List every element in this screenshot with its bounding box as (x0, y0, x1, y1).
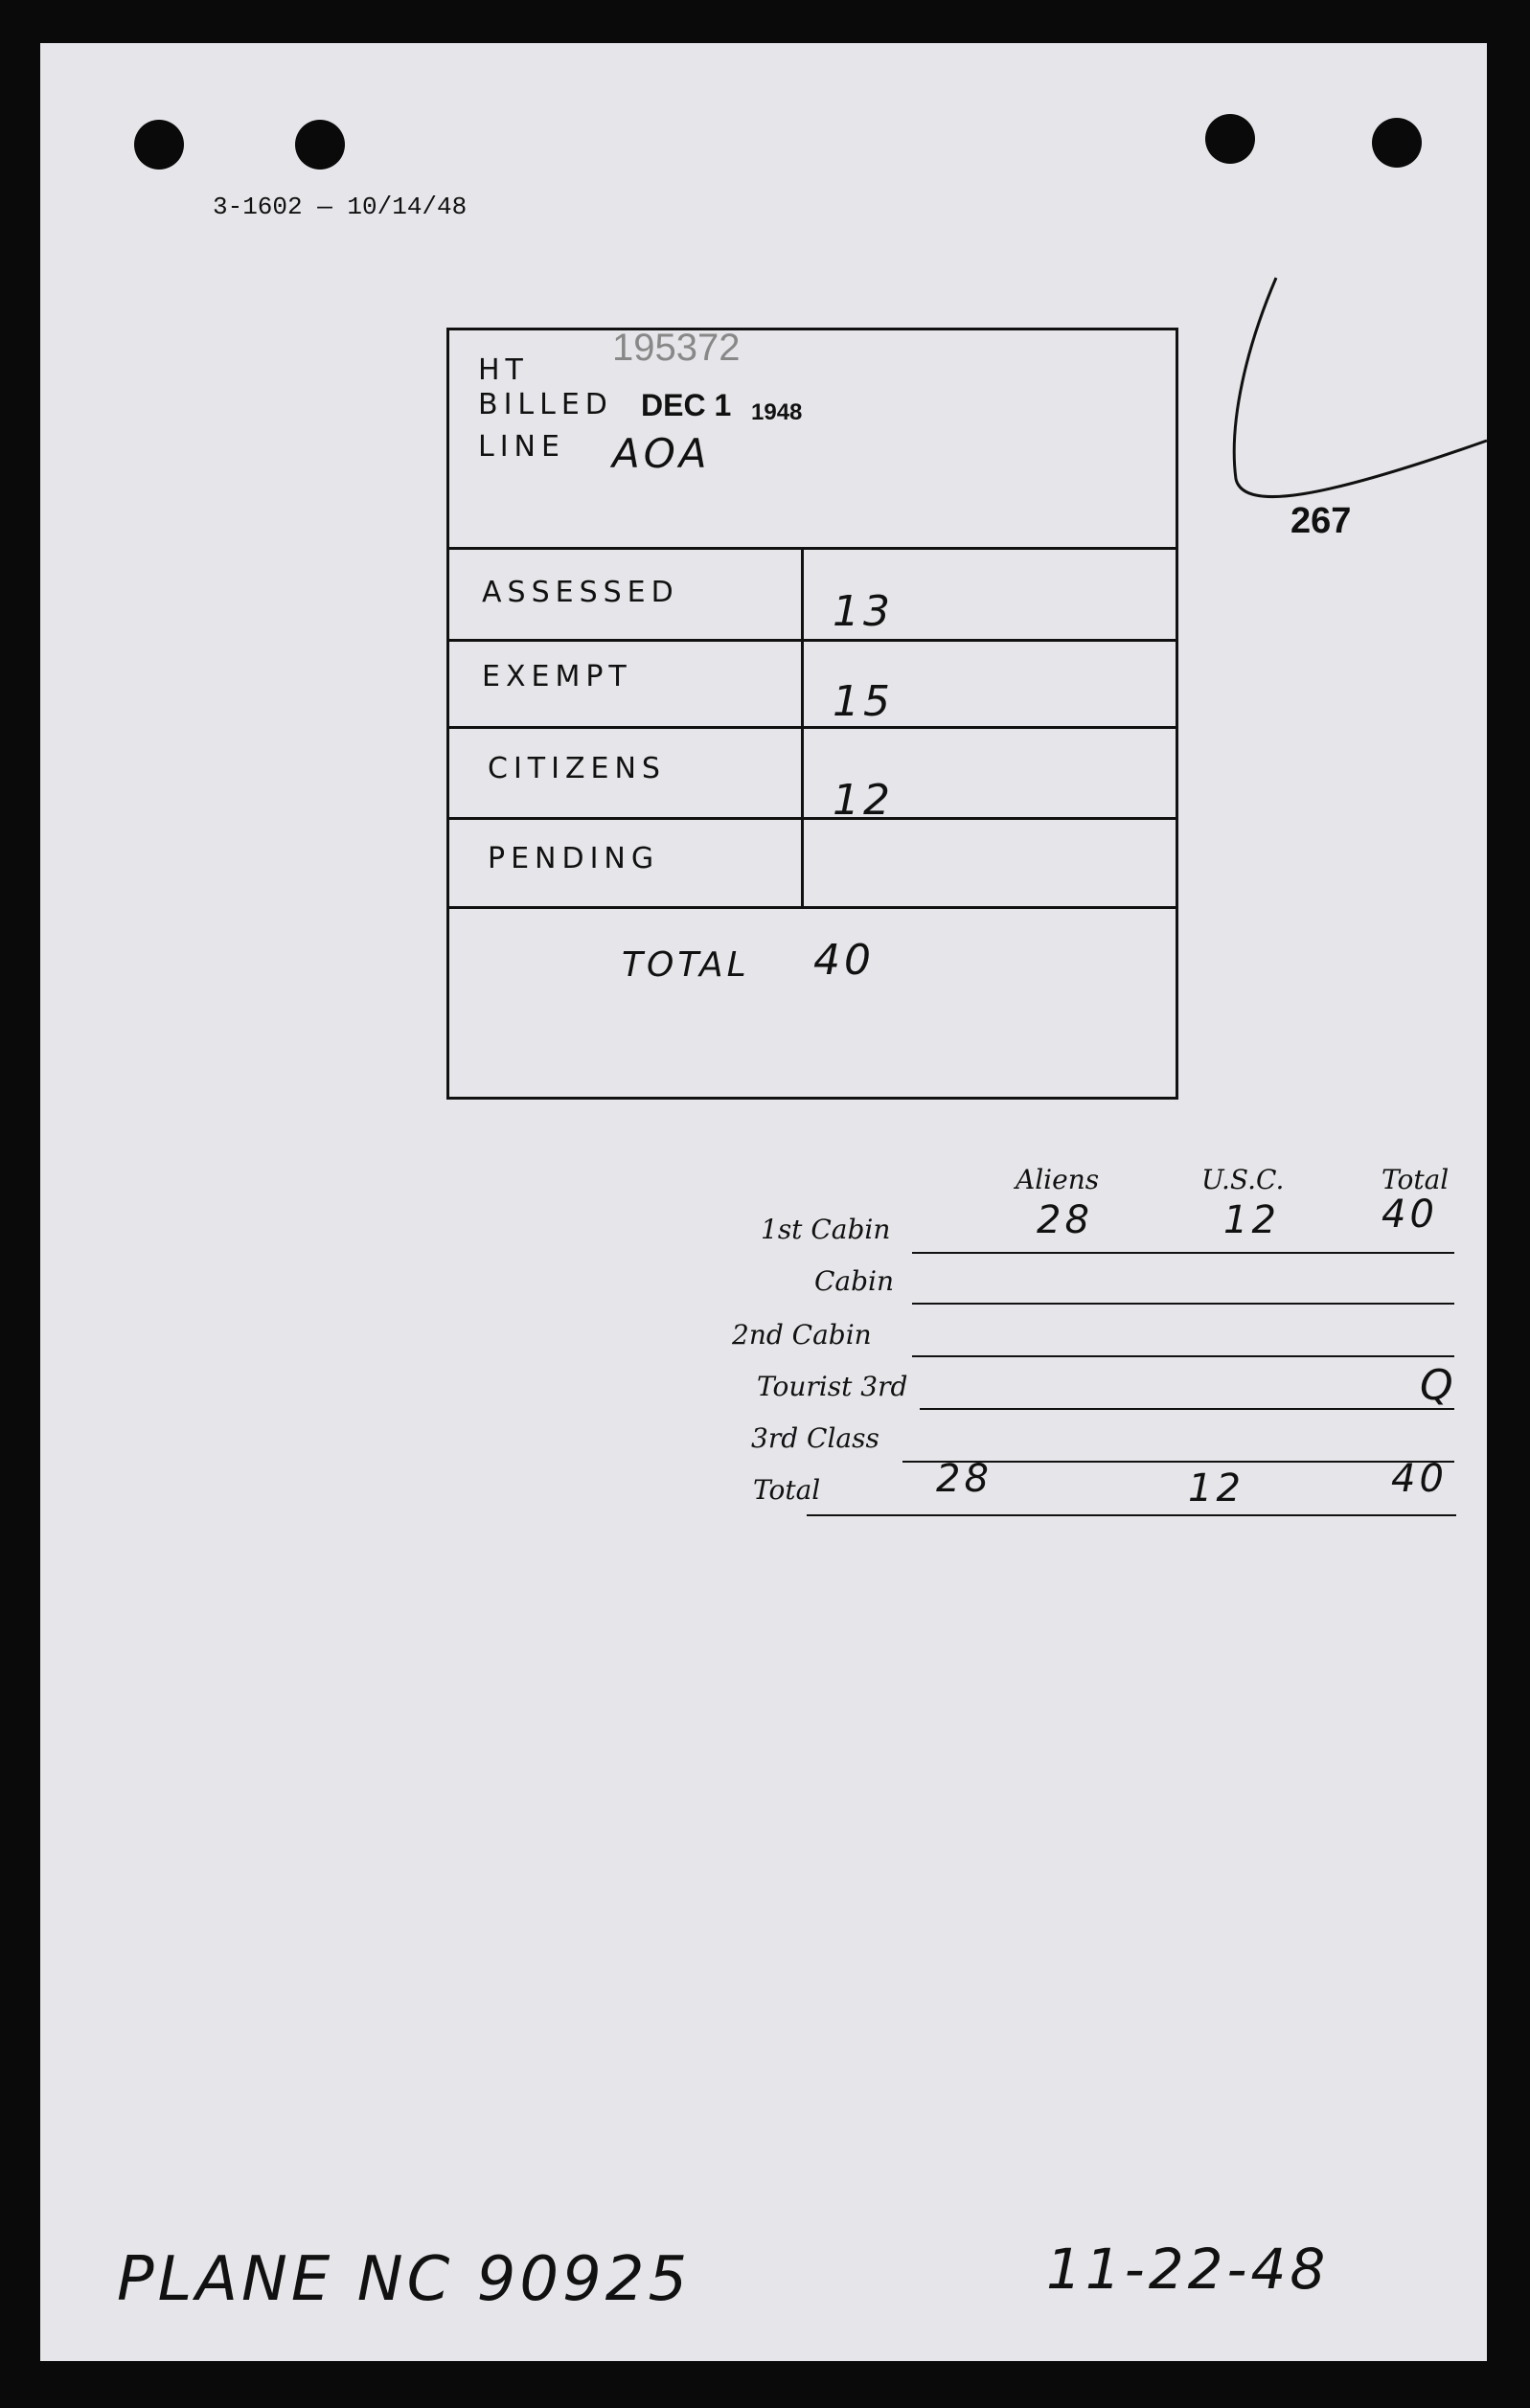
assessed-label: ASSESSED (482, 576, 679, 609)
billed-label: BILLED (478, 388, 613, 421)
row-label-1st-cabin: 1st Cabin (761, 1214, 891, 1245)
exempt-label: EXEMPT (482, 660, 632, 693)
footer-date: 11-22-48 (1046, 2237, 1330, 2302)
cell: 28 (1037, 1198, 1093, 1242)
reference-number: 3-1602 — 10/14/48 (213, 193, 468, 221)
cell: 12 (1223, 1198, 1280, 1242)
ht-label: HT (478, 353, 529, 387)
cell: 40 (1391, 1457, 1448, 1501)
punch-hole (1372, 118, 1422, 168)
cell: 28 (936, 1457, 993, 1501)
row-label-cabin: Cabin (814, 1265, 895, 1297)
punch-hole (1205, 114, 1255, 164)
billing-box (446, 328, 1178, 1100)
stamp-number: 195372 (612, 327, 741, 369)
punch-hole (295, 120, 345, 170)
billed-stamp: DEC 1 (641, 388, 732, 422)
total-value: 40 (813, 936, 875, 985)
line-label: LINE (478, 430, 565, 464)
punch-hole (134, 120, 184, 170)
total-label: TOTAL (622, 945, 750, 985)
col-header-usc: U.S.C. (1201, 1164, 1285, 1195)
pending-label: PENDING (488, 842, 660, 875)
cell: 12 (1188, 1466, 1245, 1511)
citizens-label: CITIZENS (488, 752, 666, 785)
billed-year: 1948 (751, 399, 803, 425)
line-value: AOA (612, 430, 711, 477)
col-header-total: Total (1382, 1164, 1450, 1195)
document-page (40, 43, 1487, 2361)
side-number: 267 (1290, 501, 1352, 541)
row-label-3rd-class: 3rd Class (751, 1422, 879, 1454)
row-label-total: Total (753, 1474, 821, 1506)
row-label-2nd-cabin: 2nd Cabin (732, 1319, 872, 1351)
row-label-tourist: Tourist 3rd (757, 1371, 908, 1402)
assessed-value: 13 (833, 587, 894, 636)
cell: 40 (1382, 1193, 1438, 1237)
col-header-aliens: Aliens (1016, 1164, 1100, 1195)
citizens-value: 12 (833, 776, 894, 825)
margin-mark: Q (1420, 1361, 1457, 1410)
bracket-mark (1209, 268, 1496, 536)
exempt-value: 15 (833, 677, 894, 726)
plane-number: PLANE NC 90925 (117, 2244, 692, 2315)
